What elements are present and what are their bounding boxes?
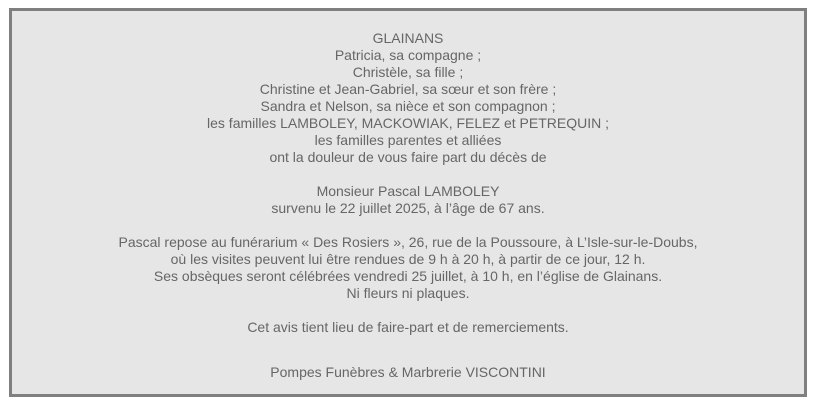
signature: Pompes Funèbres & Marbrerie VISCONTINI [270, 364, 546, 380]
visiting-hours-line: où les visites peuvent lui être rendues de 9 h à 20 h, à partir de ce jour, 12 h. [170, 251, 646, 267]
death-date: survenu le 22 juillet 2025, à l’âge de 67 ans. [271, 200, 545, 216]
flowers-line: Ni fleurs ni plaques. [346, 285, 470, 301]
family-line: Patricia, sa compagne ; [334, 47, 482, 63]
spacer [12, 166, 804, 183]
family-line: Christèle, sa fille ; [352, 64, 464, 80]
family-line: Sandra et Nelson, sa nièce et son compagnon ; [260, 98, 556, 114]
spacer [12, 302, 804, 319]
family-line: Christine et Jean-Gabriel, sa sœur et son frère ; [259, 81, 557, 97]
funeral-home-line: Pascal repose au funérarium « Des Rosiers », 26, rue de la Poussoure, à L’Isle-sur-le-Doubs, [118, 234, 698, 250]
notice-location: GLAINANS [372, 30, 444, 46]
funeral-service-line: Ses obsèques seront célébrées vendredi 25 juillet, à 10 h, en l’église de Glainans. [153, 268, 663, 284]
spacer [12, 217, 804, 234]
family-line: les familles parentes et alliées [314, 132, 502, 148]
deceased-name: Monsieur Pascal LAMBOLEY [316, 183, 500, 199]
announcement-line: ont la douleur de vous faire part du décès de [269, 149, 547, 165]
closing-line: Cet avis tient lieu de faire-part et de remerciements. [247, 319, 569, 335]
spacer [12, 336, 804, 364]
obituary-notice [9, 8, 807, 397]
notice-content [12, 30, 804, 381]
family-line: les familles LAMBOLEY, MACKOWIAK, FELEZ et PETREQUIN ; [207, 115, 609, 131]
